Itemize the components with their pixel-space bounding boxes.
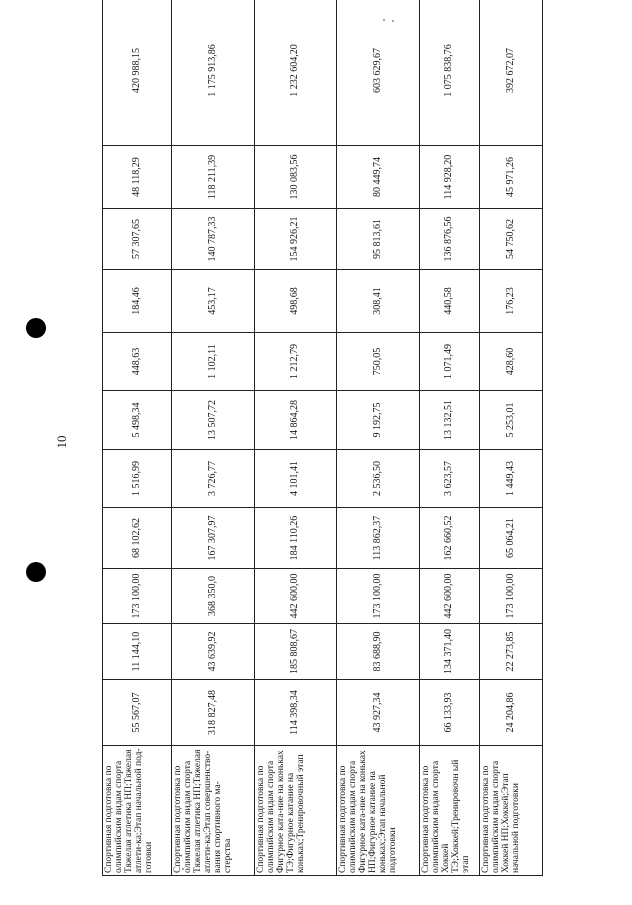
page-number: 10 (54, 435, 69, 449)
table-row (255, 0, 337, 876)
table-cell: 22 273,85 (480, 624, 543, 680)
table-cell: 453,17 (172, 270, 255, 333)
table-cell: 83 688,90 (337, 624, 420, 680)
table-body (103, 0, 543, 876)
table-cell: 162 660,52 (420, 508, 480, 569)
table-cell: 1 449,43 (480, 450, 543, 508)
table-cell: 392 672,07 (480, 0, 543, 146)
table-cell: 428,60 (480, 333, 543, 391)
table-row (420, 0, 480, 876)
row-description: Спортивная подготовка по олимпийским видам спорта Тяжелая атлетика НП;Тяжелая атлети-ка;Этап начальной под-готовки (103, 746, 172, 876)
table-cell: 80 449,74 (337, 146, 420, 209)
table-cell: 66 133,93 (420, 680, 480, 746)
table-cell: 114 928,20 (420, 146, 480, 209)
table-cell: 185 808,67 (255, 624, 337, 680)
table-cell: 368 350,0 (172, 569, 255, 624)
table-cell: 1 175 913,86 (172, 0, 255, 146)
rotated-table-container (102, 36, 542, 876)
table-cell: 420 988,15 (103, 0, 172, 146)
table-cell: 173 100,00 (337, 569, 420, 624)
table-cell: 136 876,56 (420, 209, 480, 270)
row-description: Спортивная подготовка по олимпийским видам спорта Фигурное ката-ние на коньках НП;Фигурное катание на коньках;Этап начальной подготовки (337, 746, 420, 876)
table-cell: 11 144,10 (103, 624, 172, 680)
table-cell: 9 192,75 (337, 391, 420, 450)
table-cell: 176,23 (480, 270, 543, 333)
table-cell: 318 827,48 (172, 680, 255, 746)
table-cell: 184 110,26 (255, 508, 337, 569)
table-cell: 442 600,00 (420, 569, 480, 624)
table-cell: 154 926,21 (255, 209, 337, 270)
table-cell: 118 211,39 (172, 146, 255, 209)
table-cell: 167 307,97 (172, 508, 255, 569)
table-cell: 603 629,67 (337, 0, 420, 146)
table-cell: 45 971,26 (480, 146, 543, 209)
table-cell: 173 100,00 (103, 569, 172, 624)
table-cell: 750,05 (337, 333, 420, 391)
table-cell: 43 927,34 (337, 680, 420, 746)
table-row (172, 0, 255, 876)
cost-table (102, 0, 543, 876)
table-cell: 3 726,77 (172, 450, 255, 508)
table-cell: 173 100,00 (480, 569, 543, 624)
table-cell: 134 371,40 (420, 624, 480, 680)
table-cell: 13 132,51 (420, 391, 480, 450)
table-cell: 55 567,07 (103, 680, 172, 746)
table-cell: 1 075 838,76 (420, 0, 480, 146)
table-row (480, 0, 543, 876)
table-cell: 95 813,61 (337, 209, 420, 270)
table-row (337, 0, 420, 876)
row-description: Спортивная подготовка по олимпийским видам спорта Фигурное ката-ние на коньках ТЭ;Фигурное катание на коньках;Тренировочный этап (255, 746, 337, 876)
table-cell: 48 118,29 (103, 146, 172, 209)
table-cell: 448,63 (103, 333, 172, 391)
binder-hole-top (26, 318, 46, 338)
table-cell: 1 516,99 (103, 450, 172, 508)
table-cell: 442 600,00 (255, 569, 337, 624)
table-cell: 2 536,50 (337, 450, 420, 508)
table-cell: 1 102,11 (172, 333, 255, 391)
table-cell: 114 398,34 (255, 680, 337, 746)
table-cell: 1 071,49 (420, 333, 480, 391)
table-row (103, 0, 172, 876)
table-cell: 65 064,21 (480, 508, 543, 569)
table-cell: 1 232 604,20 (255, 0, 337, 146)
table-cell: 308,41 (337, 270, 420, 333)
table-cell: 498,68 (255, 270, 337, 333)
row-description: Спортивная подготовка по олимпийским видам спорта Тяжелая атлетика НП;Тяжелая атлети-ка;Этап совершенство-вания спортивного ма-стерства (172, 746, 255, 876)
table-cell: 5 498,34 (103, 391, 172, 450)
table-cell: 13 507,72 (172, 391, 255, 450)
table-cell: 68 102,62 (103, 508, 172, 569)
table-cell: 4 101,41 (255, 450, 337, 508)
table-cell: 3 623,57 (420, 450, 480, 508)
table-cell: 440,58 (420, 270, 480, 333)
binder-hole-bottom (26, 562, 46, 582)
table-cell: 140 787,33 (172, 209, 255, 270)
table-cell: 130 083,56 (255, 146, 337, 209)
row-description: Спортивная подготовка по олимпийским видам спорта Хоккей НП;Хоккей;Этап начальной подготовки (480, 746, 543, 876)
table-cell: 113 862,37 (337, 508, 420, 569)
table-cell: 5 253,01 (480, 391, 543, 450)
table-cell: 184,46 (103, 270, 172, 333)
table-cell: 43 639,92 (172, 624, 255, 680)
row-description: Спортивная подготовка по олимпийским видам спорта Хоккей ТЭ;Хоккей;Тренировочн ый этап (420, 746, 480, 876)
table-cell: 57 307,65 (103, 209, 172, 270)
table-cell: 54 750,62 (480, 209, 543, 270)
table-cell: 1 212,79 (255, 333, 337, 391)
table-cell: 24 204,86 (480, 680, 543, 746)
table-cell: 14 864,28 (255, 391, 337, 450)
